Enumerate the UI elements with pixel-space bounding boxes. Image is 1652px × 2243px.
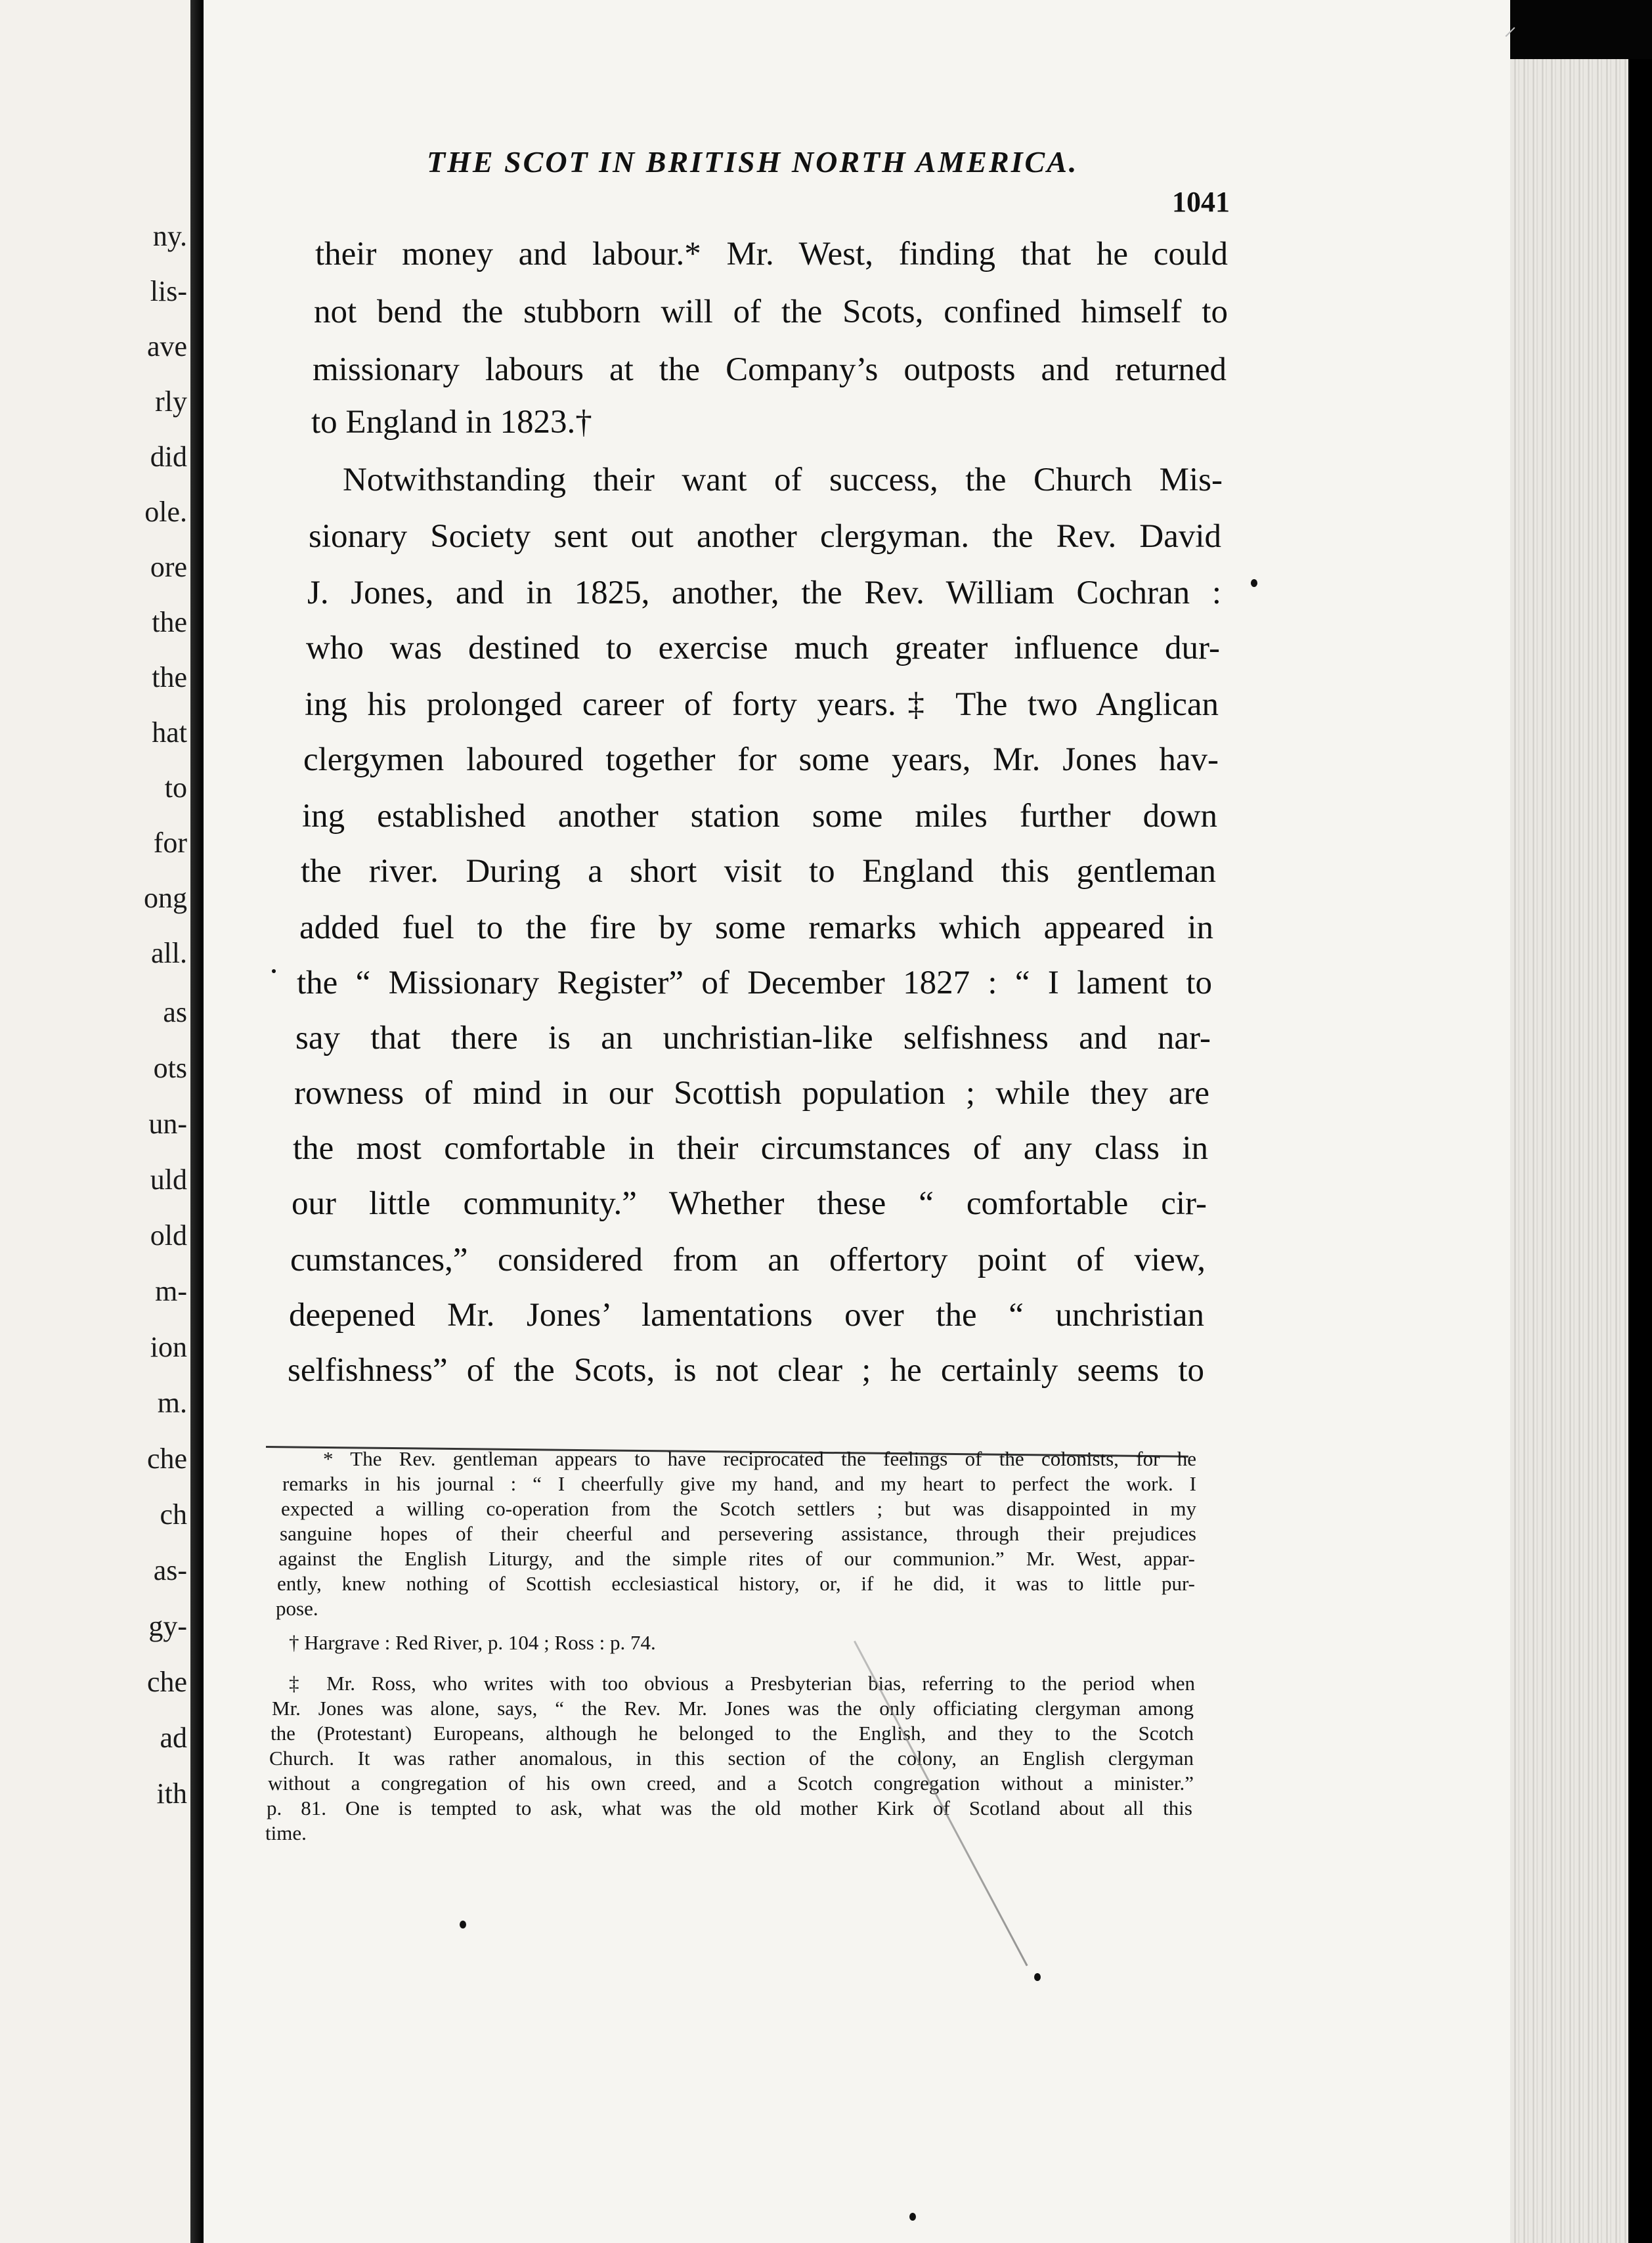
left-page-fragment: the — [152, 661, 187, 693]
left-page-fragment: ith — [156, 1777, 187, 1810]
footnote-line: pose. — [276, 1597, 318, 1620]
left-page-fragment: uld — [150, 1164, 187, 1196]
body-line: missionary labours at the Company’s outposts and returned — [313, 351, 1227, 388]
body-line: selfishness” of the Scots, is not clear ; he certainly seems to — [288, 1352, 1204, 1389]
body-line: say that there is an unchristian-like selfishness and nar- — [295, 1020, 1211, 1056]
footnote-line: Mr. Jones was alone, says, “ the Rev. Mr. Jones was the only officiating clergyman among — [272, 1697, 1194, 1720]
gutter-shadow — [190, 0, 204, 2243]
body-line: clergymen laboured together for some years, Mr. Jones hav- — [303, 741, 1219, 778]
body-line: rowness of mind in our Scottish population ; while they are — [294, 1075, 1209, 1112]
running-title: THE SCOT IN BRITISH NORTH AMERICA. — [427, 145, 1079, 179]
scan-speck — [909, 2213, 916, 2221]
body-line: their money and labour.* Mr. West, finding that he could — [315, 236, 1228, 272]
body-line: the most comfortable in their circumstances of any class in — [293, 1130, 1208, 1167]
left-page-fragment: ny. — [152, 220, 187, 252]
body-line: not bend the stubborn will of the Scots, confined himself to — [314, 294, 1228, 330]
footnote-line: without a congregation of his own creed, and a Scotch congregation without a minister.” — [268, 1772, 1194, 1795]
left-page-fragment: all. — [151, 937, 187, 969]
left-page-fragment: ad — [160, 1722, 187, 1754]
left-page-fragment: che — [146, 1666, 187, 1698]
left-page-fragment: to — [164, 772, 187, 804]
page-edges — [1510, 59, 1628, 2243]
body-line: to England in 1823.† — [311, 404, 592, 441]
left-page-fragment: as — [163, 996, 187, 1028]
footnote-line: against the English Liturgy, and the simple rites of our communion.” Mr. West, appar- — [278, 1547, 1195, 1570]
footnote-line: the (Protestant) Europeans, although he belonged to the English, and they to the Scotch — [271, 1722, 1194, 1745]
left-page-fragment: rly — [155, 385, 187, 418]
body-line: deepened Mr. Jones’ lamentations over the “ unchristian — [289, 1297, 1204, 1334]
left-page-fragment: old — [150, 1219, 187, 1252]
book-page — [204, 0, 1510, 2243]
footnote-line: ‡ Mr. Ross, who writes with too obvious a Presbyterian bias, referring to the period when — [289, 1672, 1195, 1695]
body-line: Notwithstanding their want of success, the Church Mis- — [343, 462, 1223, 498]
footnote-line: time. — [265, 1821, 307, 1844]
body-line: sionary Society sent out another clergyman. the Rev. David — [309, 518, 1221, 555]
left-page-fragment: ave — [146, 330, 187, 362]
scan-speck — [460, 1921, 466, 1928]
left-page-fragment: ion — [150, 1331, 187, 1363]
footnote-line: p. 81. One is tempted to ask, what was the old mother Kirk of Scotland about all this — [267, 1797, 1192, 1819]
body-line: our little community.” Whether these “ comfortable cir- — [292, 1185, 1207, 1222]
left-page-fragment: did — [150, 441, 187, 473]
left-page-fragment: ch — [160, 1498, 187, 1531]
footnote-line: remarks in his journal : “ I cheerfully give my hand, and my heart to perfect the work. I — [282, 1472, 1196, 1495]
footnote-line: Church. It was rather anomalous, in this section of the colony, an English clergyman — [269, 1747, 1194, 1770]
left-page-fragment: for — [153, 827, 187, 859]
body-line: cumstances,” considered from an offertory point of view, — [290, 1242, 1206, 1278]
footnote-line: expected a willing co-operation from the Scotch settlers ; but was disappointed in my — [281, 1497, 1196, 1520]
left-page-fragment: che — [146, 1443, 187, 1475]
left-page-fragment: as- — [153, 1554, 187, 1586]
body-line: ing his prolonged career of forty years.‡ The two Anglican — [305, 686, 1219, 723]
corner-smudge: ⸝ — [1504, 11, 1517, 41]
left-page-fragment: un- — [148, 1108, 187, 1140]
left-page-fragment: ore — [150, 551, 187, 583]
body-line: added fuel to the fire by some remarks which appeared in — [299, 909, 1213, 946]
scan-speck — [1034, 1973, 1041, 1981]
previous-page-sliver — [0, 0, 190, 2243]
footnote-line: ently, knew nothing of Scottish ecclesiastical history, or, if he did, it was to little pur- — [277, 1572, 1195, 1595]
left-page-fragment: hat — [152, 716, 187, 749]
footnote-line: † Hargrave : Red River, p. 104 ; Ross : p. 74. — [289, 1631, 656, 1654]
body-line: the river. During a short visit to England this gentleman — [301, 853, 1216, 890]
left-page-fragment: m. — [157, 1387, 187, 1419]
left-page-fragment: ong — [144, 882, 187, 914]
body-line: ing established another station some miles further down — [302, 798, 1217, 835]
scan-speck — [272, 969, 276, 973]
left-page-fragment: the — [152, 606, 187, 638]
left-page-fragment: ots — [153, 1052, 187, 1084]
scan-speck — [1251, 579, 1257, 587]
background-dark — [1510, 0, 1652, 59]
left-page-fragment: ole. — [144, 496, 187, 528]
left-page-fragment: m- — [155, 1275, 187, 1307]
left-page-fragment: lis- — [150, 275, 187, 307]
body-line: the “ Missionary Register” of December 1827 : “ I lament to — [297, 965, 1212, 1001]
body-line: J. Jones, and in 1825, another, the Rev. William Cochran : — [307, 575, 1221, 611]
left-page-fragment: gy- — [148, 1610, 187, 1642]
footnote-line: * The Rev. gentleman appears to have reciprocated the feelings of the colonists, for he — [323, 1447, 1196, 1470]
footnote-line: sanguine hopes of their cheerful and persevering assistance, through their prejudices — [280, 1522, 1196, 1545]
body-line: who was destined to exercise much greater influence dur- — [306, 630, 1220, 666]
page-number: 1041 — [1172, 186, 1230, 218]
